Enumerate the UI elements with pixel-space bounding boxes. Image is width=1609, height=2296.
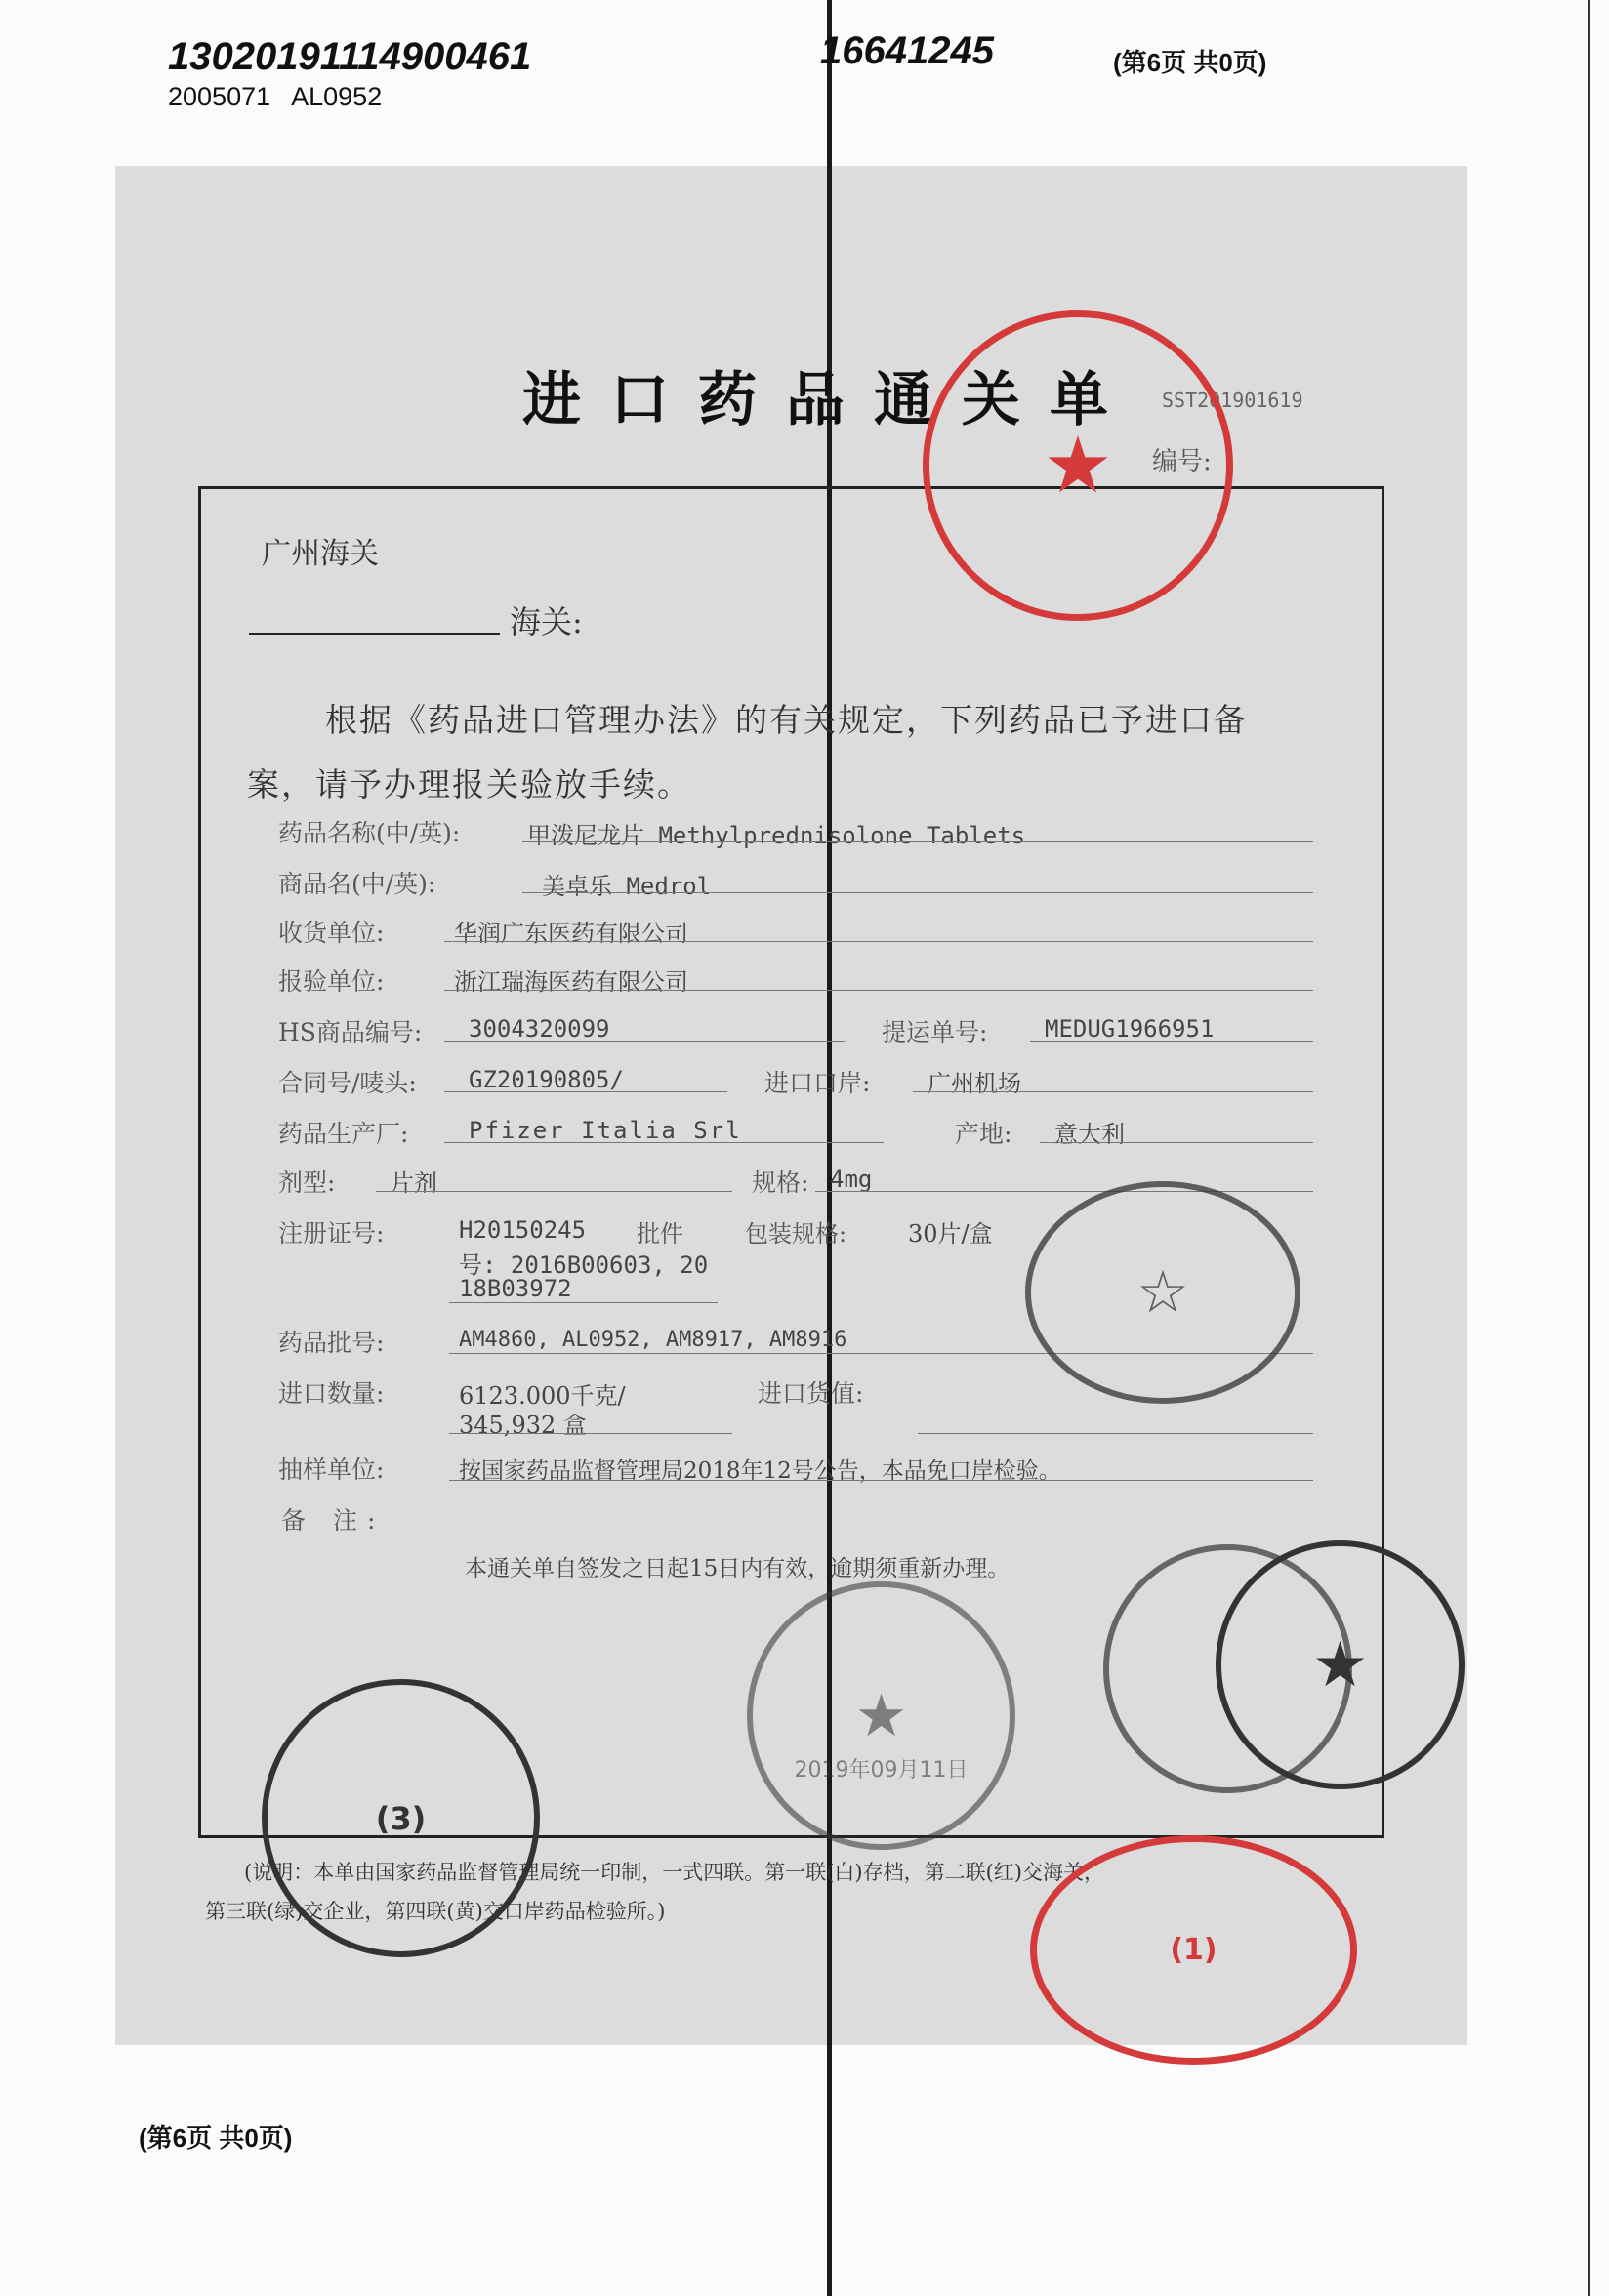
origin-underline <box>1040 1142 1313 1143</box>
stamp-bottom-center <box>747 1581 1015 1850</box>
stamp-date: 2019年09月11日 <box>794 1758 969 1783</box>
manufacturer-label: 药品生产厂: <box>278 1120 409 1148</box>
star-icon: ★ <box>1311 1628 1369 1702</box>
intro-line-1: 根据《药品进口管理办法》的有关规定，下列药品已予进口备 <box>325 701 1248 739</box>
drug-name-underline <box>522 841 1313 842</box>
customs-blank-line <box>249 633 500 635</box>
registration-value-3: 18B03972 <box>459 1275 572 1302</box>
registration-label: 注册证号: <box>278 1219 385 1248</box>
batch-label: 药品批号: <box>278 1329 385 1357</box>
registration-value-1: H20150245 <box>459 1216 587 1244</box>
edge-line <box>1588 0 1590 2296</box>
quantity-underline <box>449 1433 732 1434</box>
remarks-label: 备 注: <box>281 1506 386 1535</box>
intro-line-2: 案，请予办理报关验放手续。 <box>247 765 691 803</box>
stamp-bottom-left <box>262 1679 540 1957</box>
contract-value: GZ20190805/ <box>469 1066 624 1093</box>
trade-name-label: 商品名(中/英): <box>278 870 436 898</box>
spec-value: 4mg <box>830 1166 873 1193</box>
dosage-value: 片剂 <box>391 1169 437 1197</box>
validity-note: 本通关单自签发之日起15日内有效，逾期须重新办理。 <box>465 1556 1011 1581</box>
stamp-bottom-red <box>1030 1835 1357 2065</box>
trade-name-underline <box>522 892 1313 893</box>
drug-name-label: 药品名称(中/英): <box>278 819 461 847</box>
contract-underline <box>444 1091 727 1092</box>
package-label: 包装规格: <box>745 1220 847 1248</box>
quantity-value-2: 345,932 盒 <box>459 1412 587 1439</box>
customs-name: 广州海关 <box>262 537 379 571</box>
footnote-line-2: 第三联(绿)交企业，第四联(黄)交口岸药品检验所。) <box>205 1900 666 1923</box>
spec-underline <box>815 1191 1313 1192</box>
origin-value: 意大利 <box>1054 1121 1125 1148</box>
bill-label: 提运单号: <box>882 1018 988 1046</box>
quantity-label: 进口数量: <box>278 1379 385 1408</box>
batch-reference: 2005071 AL0952 <box>168 82 383 111</box>
value-label: 进口货值: <box>758 1379 864 1408</box>
bill-value: MEDUG1966951 <box>1045 1015 1215 1043</box>
document-id: 13020191114900461 <box>168 35 532 78</box>
customs-suffix: 海关: <box>510 603 583 640</box>
stamp-bottom-left-number: (3) <box>375 1799 427 1837</box>
origin-label: 产地: <box>955 1120 1012 1148</box>
star-icon: ★ <box>1043 420 1113 511</box>
trade-name-value: 美卓乐 Medrol <box>542 873 712 900</box>
page-indicator-bottom: (第6页 共0页) <box>139 2123 293 2152</box>
inspection-unit-value: 浙江瑞海医药有限公司 <box>454 968 688 996</box>
dosage-label: 剂型: <box>278 1168 336 1197</box>
star-icon: ★ <box>854 1681 908 1750</box>
quantity-value-1: 6123.000千克/ <box>459 1382 626 1410</box>
manufacturer-value: Pfizer Italia Srl <box>469 1117 742 1144</box>
stamp-mid-right <box>1025 1181 1300 1404</box>
bill-underline <box>1030 1041 1313 1042</box>
hs-code-label: HS商品编号: <box>278 1018 423 1046</box>
package-value: 30片/盒 <box>908 1220 993 1248</box>
port-underline <box>913 1091 1313 1092</box>
form-number-label: 编号: <box>1152 447 1212 476</box>
registration-approval: 批件 <box>637 1220 683 1248</box>
registration-value-2: 号: 2016B00603, 20 <box>459 1251 709 1279</box>
stamp-top-right <box>923 310 1233 621</box>
form-number-value: SST201901619 <box>1162 389 1303 412</box>
serial-number: 16641245 <box>820 29 994 72</box>
spec-label: 规格: <box>752 1168 809 1197</box>
page-indicator-top: (第6页 共0页) <box>1113 48 1267 77</box>
inspection-unit-underline <box>444 990 1313 991</box>
star-icon: ☆ <box>1136 1258 1189 1327</box>
form-title: 进口药品通关单 <box>522 366 1137 434</box>
footnote-line-1: (说明：本单由国家药品监督管理局统一印制，一式四联。第一联(白)存档，第二联(红)交海关， <box>244 1861 1104 1884</box>
manufacturer-underline <box>444 1142 884 1143</box>
port-value: 广州机场 <box>928 1070 1021 1097</box>
registration-underline <box>449 1302 718 1303</box>
sampling-value: 按国家药品监督管理局2018年12号公告，本品免口岸检验。 <box>459 1458 1061 1484</box>
consignee-underline <box>444 941 1313 942</box>
port-label: 进口口岸: <box>764 1069 871 1097</box>
stamp-bottom-red-number: (1) <box>1170 1933 1217 1967</box>
consignee-value: 华润广东医药有限公司 <box>454 920 688 947</box>
sampling-underline <box>449 1480 1313 1481</box>
contract-label: 合同号/唛头: <box>278 1069 417 1097</box>
drug-name-value: 甲泼尼龙片 Methylprednisolone Tablets <box>527 822 1026 849</box>
value-underline <box>918 1433 1313 1434</box>
sampling-label: 抽样单位: <box>278 1456 385 1484</box>
stamp-bottom-right-b <box>1216 1540 1465 1789</box>
consignee-label: 收货单位: <box>278 919 385 947</box>
hs-code-value: 3004320099 <box>469 1015 610 1043</box>
batch-value: AM4860, AL0952, AM8917, AM8916 <box>459 1328 847 1352</box>
dosage-underline <box>376 1191 732 1192</box>
hs-code-underline <box>444 1041 845 1042</box>
inspection-unit-label: 报验单位: <box>278 967 385 996</box>
